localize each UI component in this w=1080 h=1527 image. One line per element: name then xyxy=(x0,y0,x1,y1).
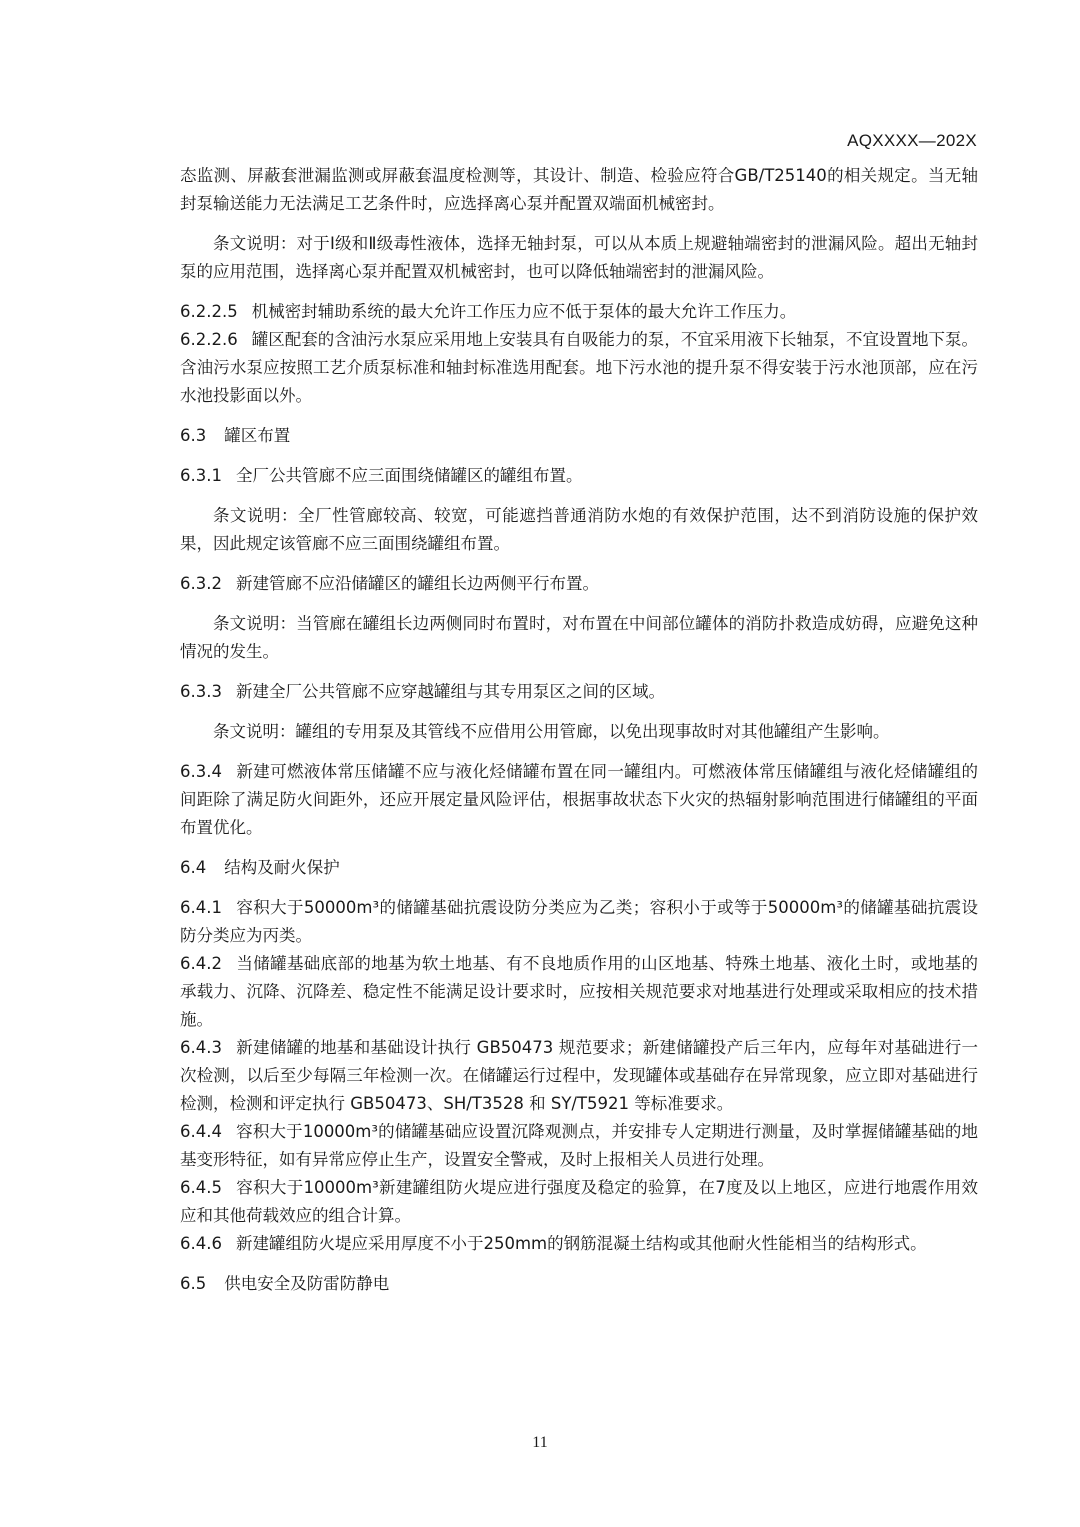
clause-6-4-2: 6.4.2 当储罐基础底部的地基为软土地基、有不良地质作用的山区地基、特殊土地基、液化土时，或地基的承载力、沉降、沉降差、稳定性不能满足设计要求时，应按相关规范要求对地基进行处理或采取相应的技术措施。 xyxy=(180,954,978,1029)
clause-6-3-4: 6.3.4 新建可燃液体常压储罐不应与液化烃储罐布置在同一罐组内。可燃液体常压储罐组与液化烃储罐组的间距除了满足防火间距外，还应开展定量风险评估，根据事故状态下火灾的热辐射影响范围进行储罐组的平面布置优化。 xyxy=(180,762,978,837)
clause-note: 条文说明：当管廊在罐组长边两侧同时布置时，对布置在中间部位罐体的消防扑救造成妨碍，应避免这种情况的发生。 xyxy=(180,614,978,661)
clause-note: 条文说明：罐组的专用泵及其管线不应借用公用管廊，以免出现事故时对其他罐组产生影响。 xyxy=(213,722,890,741)
clause-note: 条文说明：对于Ⅰ级和Ⅱ级毒性液体，选择无轴封泵，可以从本质上规避轴端密封的泄漏风险。超出无轴封泵的应用范围，选择离心泵并配置双机械密封，也可以降低轴端密封的泄漏风险。 xyxy=(180,234,978,281)
clause-note: 条文说明：全厂性管廊较高、较宽，可能遮挡普通消防水炮的有效保护范围，达不到消防设施的保护效果，因此规定该管廊不应三面围绕罐组布置。 xyxy=(180,506,978,553)
clause-number: 6.4.4 xyxy=(180,1122,222,1141)
clause-number: 6.3.2 xyxy=(180,574,222,593)
clause-number: 6.2.2.6 xyxy=(180,330,238,349)
body-text xyxy=(180,162,978,1298)
clause-6-4-1: 6.4.1 容积大于50000m³的储罐基础抗震设防分类应为乙类；容积小于或等于50000m³的储罐基础抗震设防分类应为丙类。 xyxy=(180,898,978,945)
paragraph-continuation: 态监测、屏蔽套泄漏监测或屏蔽套温度检测等，其设计、制造、检验应符合GB/T25140的相关规定。当无轴封泵输送能力无法满足工艺条件时，应选择离心泵并配置双端面机械密封。 xyxy=(180,166,978,213)
clause-6-4-6: 6.4.6 新建罐组防火堤应采用厚度不小于250mm的钢筋混凝土结构或其他耐火性能相当的结构形式。 xyxy=(180,1234,927,1253)
clause-6-3-3: 6.3.3 新建全厂公共管廊不应穿越罐组与其专用泵区之间的区域。 xyxy=(180,682,665,701)
clause-number: 6.4.6 xyxy=(180,1234,222,1253)
clause-number: 6.4.5 xyxy=(180,1178,222,1197)
clause-number: 6.2.2.5 xyxy=(180,302,238,321)
clause-6-3-1: 6.3.1 全厂公共管廊不应三面围绕储罐区的罐组布置。 xyxy=(180,466,583,485)
document-code: AQXXXX—202X xyxy=(847,131,977,150)
clause-6-3-2: 6.3.2 新建管廊不应沿储罐区的罐组长边两侧平行布置。 xyxy=(180,574,599,593)
clause-number: 6.3.3 xyxy=(180,682,222,701)
clause-6-4-3: 6.4.3 新建储罐的地基和基础设计执行 GB50473 规范要求；新建储罐投产后三年内，应每年对基础进行一次检测，以后至少每隔三年检测一次。在储罐运行过程中，发现罐体或基础存在异常现象，应立即对基础进行检测，检测和评定执行 GB50473、SH/T3528 和 SY/T5921 等标准要求。 xyxy=(180,1038,978,1113)
clause-number: 6.4.3 xyxy=(180,1038,222,1057)
clause-number: 6.4.2 xyxy=(180,954,222,973)
clause-number: 6.3.1 xyxy=(180,466,222,485)
clause-number: 6.3.4 xyxy=(180,762,222,781)
clause-6-4-4: 6.4.4 容积大于10000m³的储罐基础应设置沉降观测点，并安排专人定期进行测量，及时掌握储罐基础的地基变形特征，如有异常应停止生产，设置安全警戒，及时上报相关人员进行处理。 xyxy=(180,1122,978,1169)
page-number: 11 xyxy=(532,1434,548,1451)
clause-6-2-2-6: 6.2.2.6 罐区配套的含油污水泵应采用地上安装具有自吸能力的泵，不宜采用液下长轴泵，不宜设置地下泵。含油污水泵应按照工艺介质泵标准和轴封标准选用配套。地下污水池的提升泵不得安装于污水池顶部，应在污水池投影面以外。 xyxy=(180,330,978,405)
clause-6-4-5: 6.4.5 容积大于10000m³新建罐组防火堤应进行强度及稳定的验算，在7度及以上地区，应进行地震作用效应和其他荷载效应的组合计算。 xyxy=(180,1178,978,1225)
section-heading-6-4: 6.4 结构及耐火保护 xyxy=(180,858,340,877)
section-heading-6-5: 6.5 供电安全及防雷防静电 xyxy=(180,1274,390,1293)
clause-number: 6.4.1 xyxy=(180,898,222,917)
section-heading-6-3: 6.3 罐区布置 xyxy=(180,426,291,445)
clause-6-2-2-5: 6.2.2.5 机械密封辅助系统的最大允许工作压力应不低于泵体的最大允许工作压力。 xyxy=(180,302,797,321)
